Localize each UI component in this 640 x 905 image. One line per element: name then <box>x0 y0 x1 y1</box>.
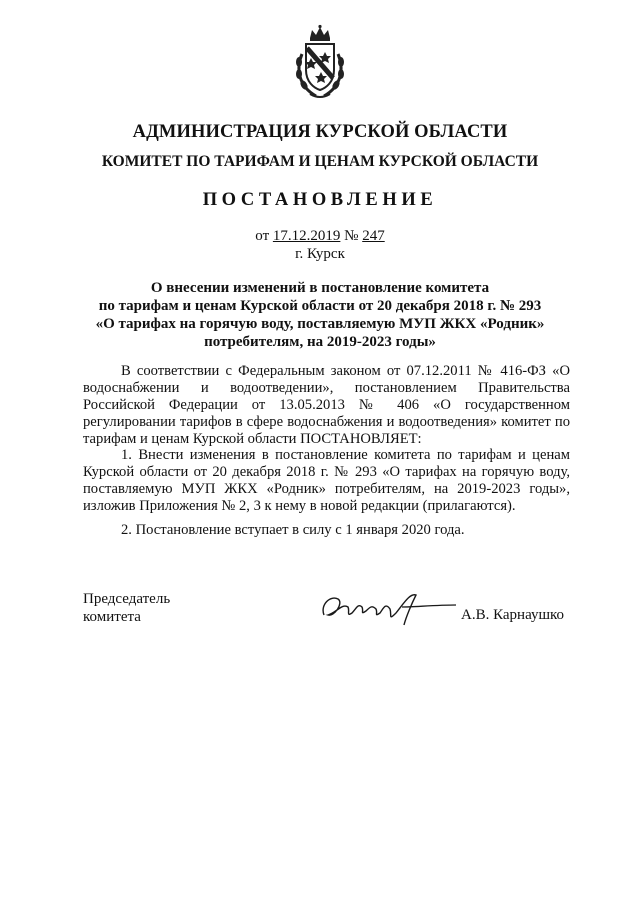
preamble-paragraph: В соответствии с Федеральным законом от 07.12.2011 № 416-ФЗ «О водоснабжении и водоотведении», постановлением Правительства Российской Федерации от 13.05.2013 № 406 «О государственном регулировании тарифов в сфере водоснабжения и водоотведения» комитет по тарифам и ценам Курской области ПОСТАНОВЛЯЕТ: <box>83 363 570 447</box>
item-1-paragraph: 1. Внести изменения в постановление комитета по тарифам и ценам Курской области от 20 декабря 2018 г. № 293 «О тарифах на горячую воду, поставляемую МУП ЖКХ «Родник» потребителям, на 2019-2023 годы», изложив Приложения № 2, 3 к нему в новой редакции (прилагаются). <box>83 447 570 514</box>
date-number-line <box>250 228 390 245</box>
document-date: 17.12.2019 <box>272 228 341 244</box>
date-prefix: от <box>255 228 273 244</box>
document-number: 247 <box>362 228 385 244</box>
handwritten-signature-icon <box>318 585 458 627</box>
document-type: ПОСТАНОВЛЕНИЕ <box>202 190 438 210</box>
item-2-paragraph: 2. Постановление вступает в силу с 1 января 2020 года. <box>121 522 465 538</box>
subject-line: «О тарифах на горячую воду, поставляемую МУП ЖКХ «Родник» <box>95 316 545 332</box>
committee-title: КОМИТЕТ ПО ТАРИФАМ И ЦЕНАМ КУРСКОЙ ОБЛАСТИ <box>101 153 539 170</box>
number-prefix: № <box>340 228 363 244</box>
signatory-title <box>83 590 170 626</box>
organization-title: АДМИНИСТРАЦИЯ КУРСКОЙ ОБЛАСТИ <box>132 122 508 142</box>
document-subject <box>80 279 560 351</box>
signatory-name: А.В. Карнаушко <box>461 607 565 623</box>
coat-of-arms-icon <box>292 24 348 100</box>
subject-line: О внесении изменений в постановление комитета <box>150 280 490 296</box>
subject-line: по тарифам и ценам Курской области от 20 декабря 2018 г. № 293 <box>98 298 542 314</box>
subject-line: потребителям, на 2019-2023 годы» <box>204 334 436 350</box>
signatory-title-line: комитета <box>83 609 141 625</box>
signatory-title-line: Председатель <box>83 591 171 607</box>
city: г. Курск <box>295 246 345 262</box>
